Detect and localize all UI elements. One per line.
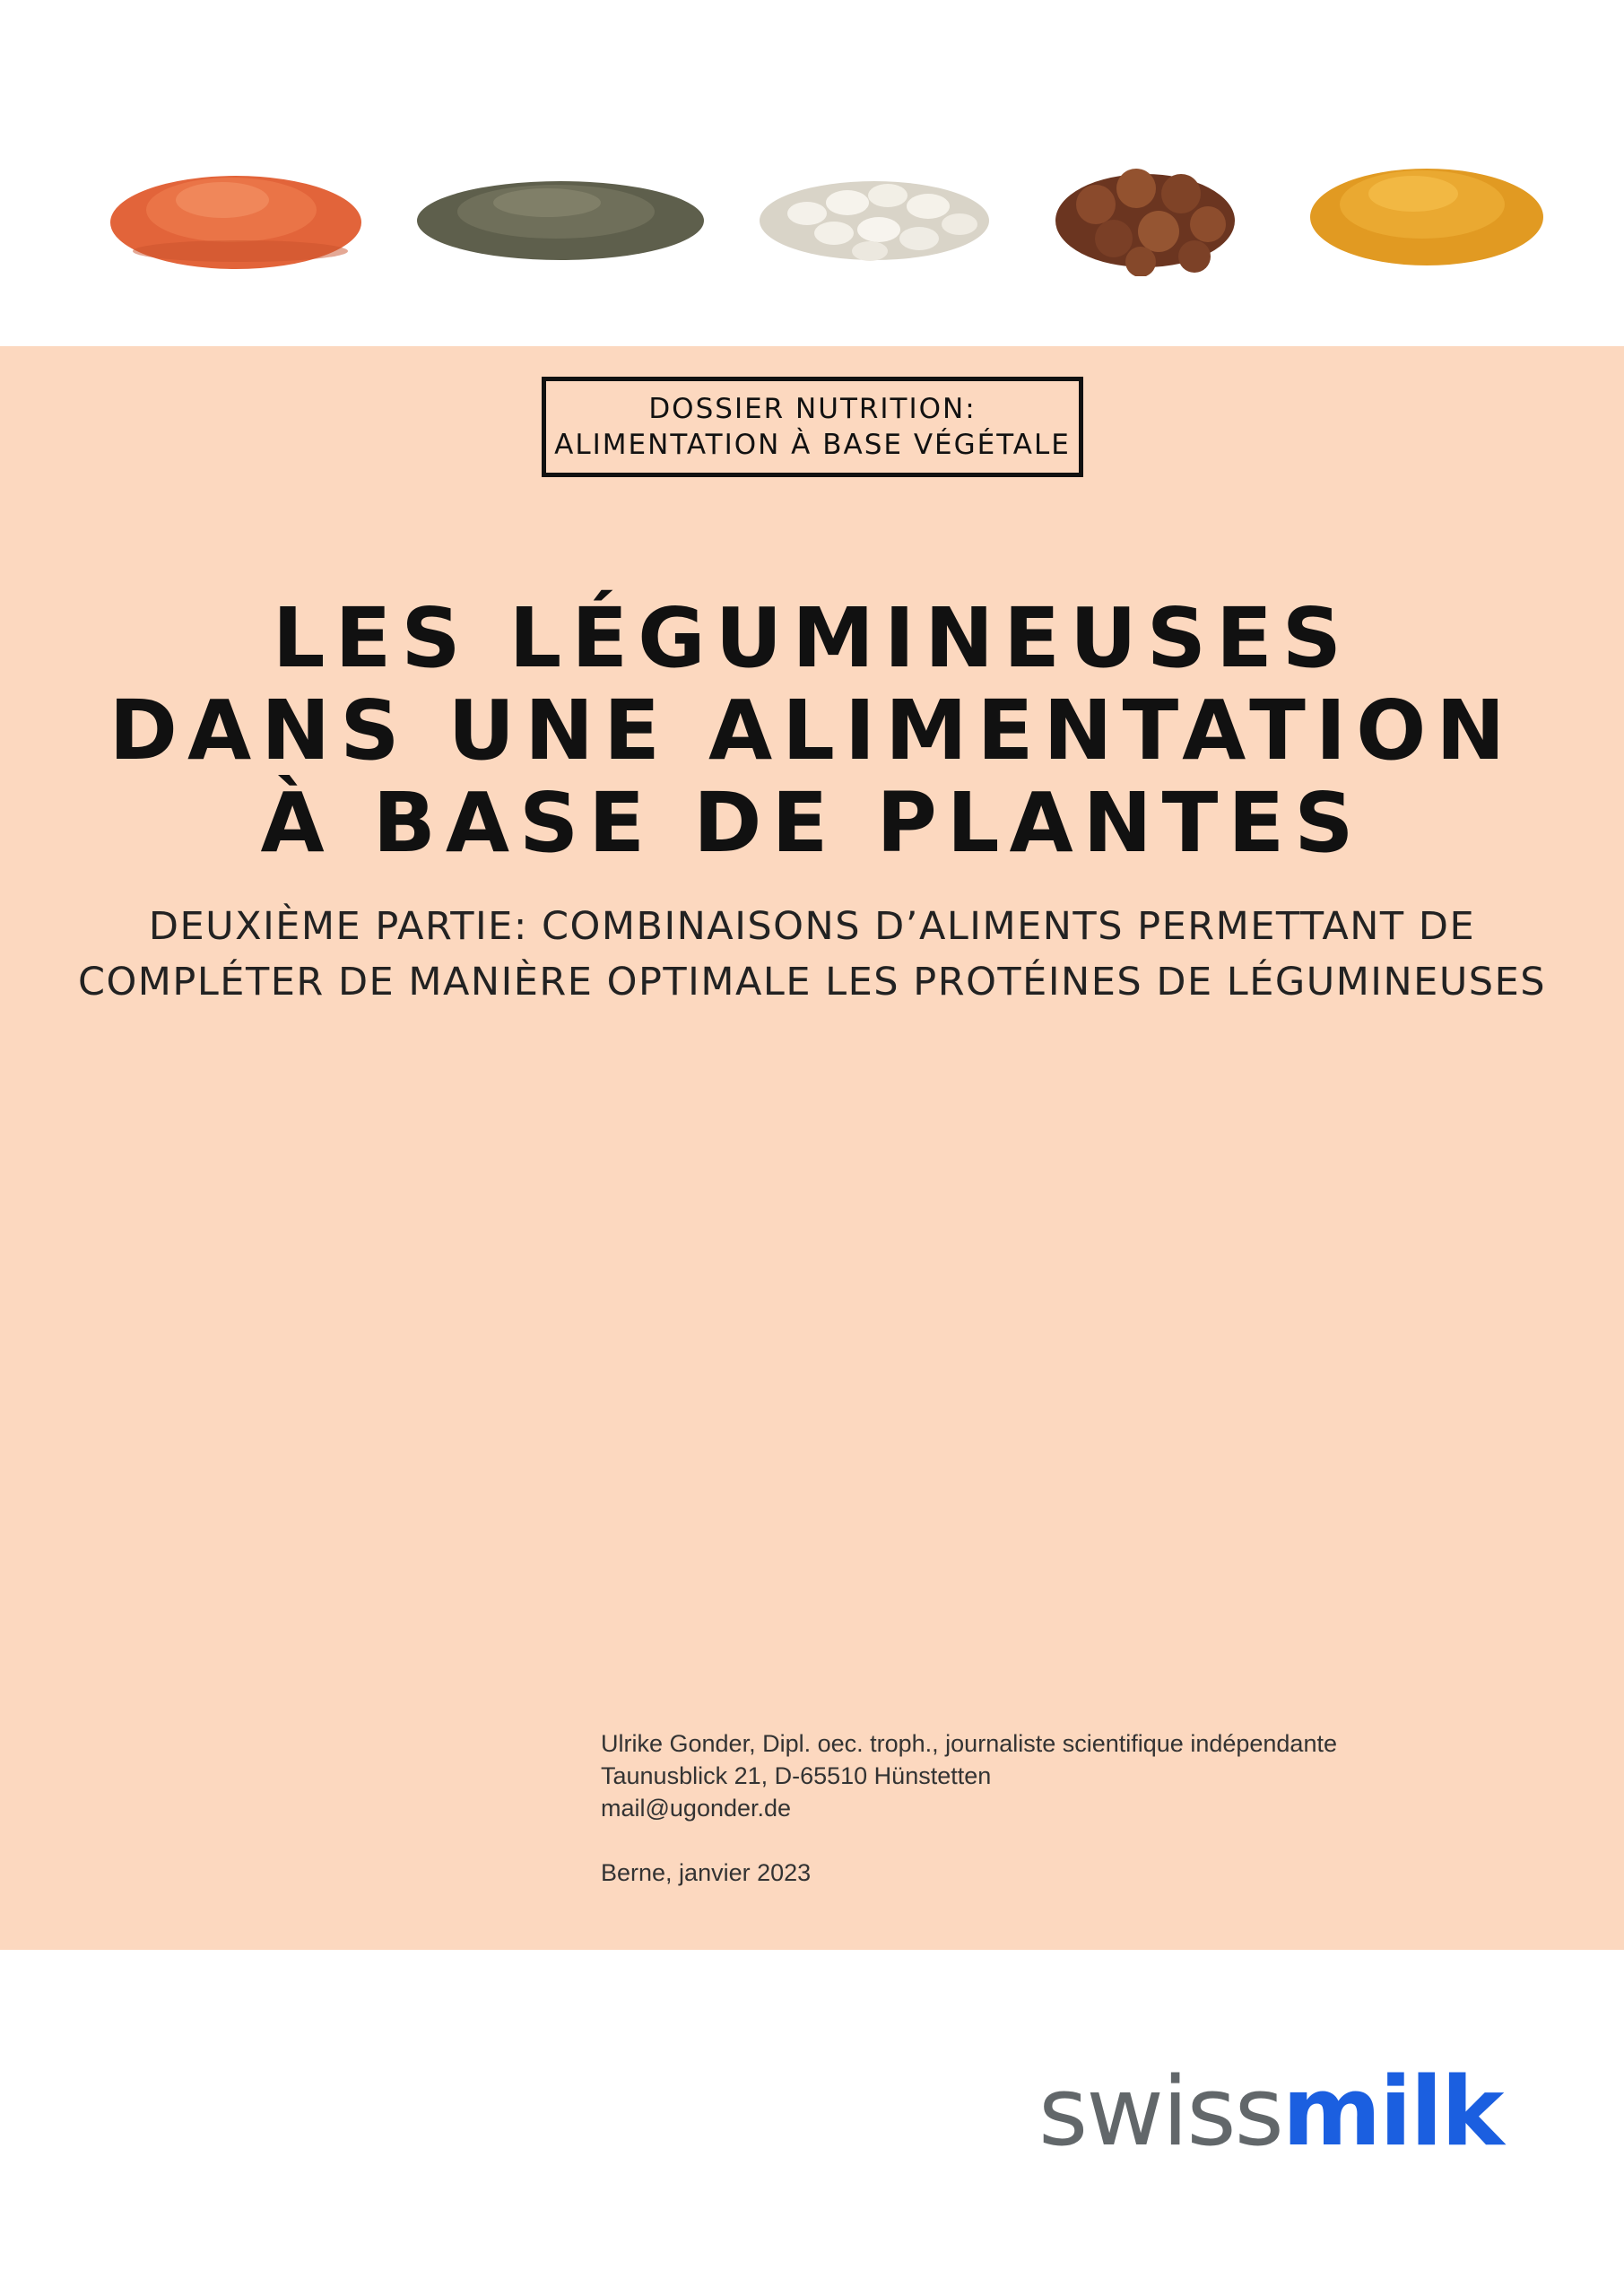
header-photo-strip — [0, 0, 1624, 346]
author-address: Taunusblick 21, D-65510 Hünstetten — [601, 1762, 992, 1789]
dossier-label-box — [542, 377, 1083, 477]
dossier-label-line-1: DOSSIER NUTRITION: — [648, 393, 977, 425]
author-info — [601, 1727, 1408, 1889]
bulgur-image — [1306, 145, 1548, 271]
document-subtitle — [0, 899, 1624, 1010]
cover-background — [0, 346, 1624, 1950]
red-lentils-image — [106, 151, 366, 276]
green-lentils-image — [413, 160, 708, 267]
title-line-3: À BASE DE PLANTES — [260, 775, 1364, 871]
document-title — [0, 592, 1624, 869]
author-credit: Ulrike Gonder, Dipl. oec. troph., journaliste scientifique indépendante — [601, 1730, 1337, 1757]
hazelnuts-image — [1051, 142, 1239, 276]
swissmilk-logo — [1038, 2054, 1502, 2170]
dossier-label-line-2: ALIMENTATION À BASE VÉGÉTALE — [554, 429, 1071, 461]
place-date: Berne, janvier 2023 — [601, 1859, 812, 1886]
logo-milk-text: milk — [1281, 2057, 1503, 2167]
author-spacer — [601, 1824, 1408, 1857]
subtitle-line-2: COMPLÉTER DE MANIÈRE OPTIMALE LES PROTÉINES DE LÉGUMINEUSES — [77, 960, 1547, 1004]
logo-swiss-text: swiss — [1038, 2057, 1282, 2167]
title-line-1: LES LÉGUMINEUSES — [272, 590, 1352, 686]
white-beans-image — [753, 151, 995, 267]
subtitle-line-1: DEUXIÈME PARTIE: COMBINAISONS D’ALIMENTS PERMETTANT DE — [148, 904, 1476, 949]
author-email: mail@ugonder.de — [601, 1795, 792, 1822]
title-line-2: DANS UNE ALIMENTATION — [109, 683, 1515, 778]
